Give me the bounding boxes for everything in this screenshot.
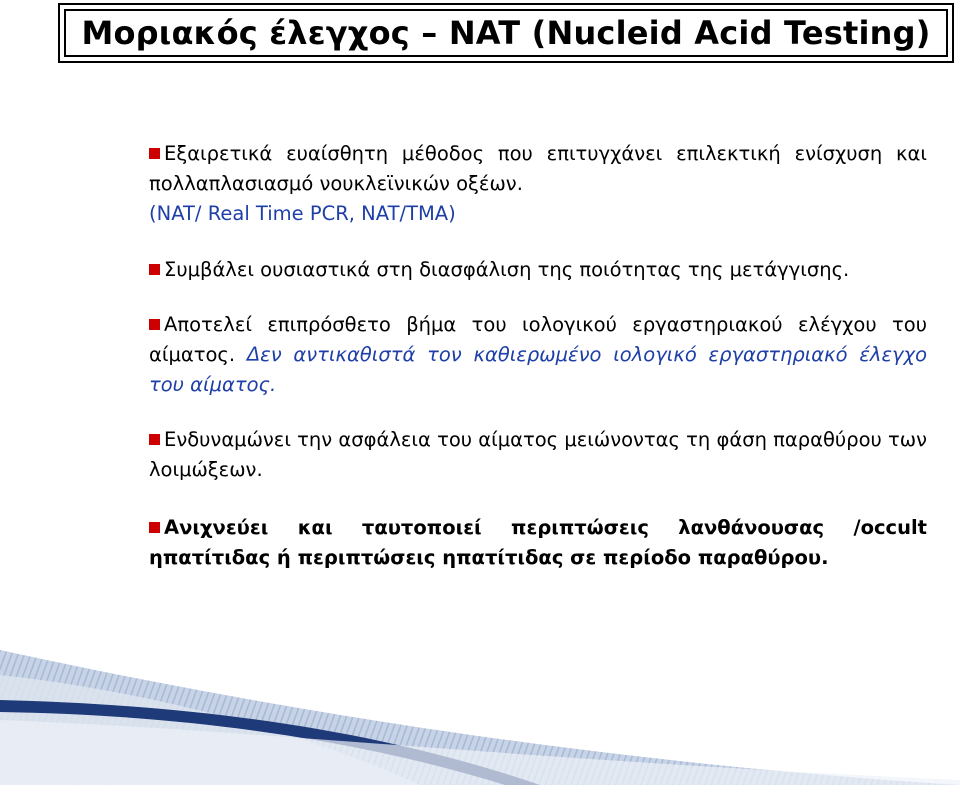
slide-title: Μοριακός έλεγχος – NAT (Nucleid Acid Testing) bbox=[81, 14, 931, 52]
bullet-text: Ενδυναμώνει την ασφάλεια του αίματος μειώνοντας τη φάση παραθύρου των λοιμώξεων. bbox=[149, 428, 927, 481]
bullet-item bbox=[149, 513, 927, 573]
bullet-text: Εξαιρετικά ευαίσθητη μέθοδος που επιτυγχάνει επιλεκτική ενίσχυση και πολλαπλασιασμό νουκλεϊνικών οξέων. bbox=[149, 142, 927, 195]
square-bullet-icon bbox=[149, 148, 160, 159]
bullet-item bbox=[149, 255, 927, 285]
bullet-highlight: Δεν αντικαθιστά τον καθιερωμένο ιολογικό εργαστηριακό έλεγχο του αίματος. bbox=[149, 343, 928, 396]
bullet-list bbox=[149, 139, 927, 573]
title-frame bbox=[58, 3, 954, 63]
square-bullet-icon bbox=[149, 434, 160, 445]
square-bullet-icon bbox=[149, 264, 160, 275]
bullet-item bbox=[149, 310, 927, 400]
bullet-text: Συμβάλει ουσιαστικά στη διασφάλιση της ποιότητας της μετάγγισης. bbox=[164, 258, 850, 281]
square-bullet-icon bbox=[149, 522, 160, 533]
bullet-highlight: (NAT/ Real Time PCR, NAT/TMA) bbox=[149, 202, 456, 225]
bullet-text: Αποτελεί επιπρόσθετο βήμα του ιολογικού εργαστηριακού ελέγχου του αίματος. bbox=[149, 313, 927, 366]
bullet-item bbox=[149, 139, 927, 229]
square-bullet-icon bbox=[149, 319, 160, 330]
bullet-item bbox=[149, 425, 927, 485]
bullet-text: Ανιχνεύει και ταυτοποιεί περιπτώσεις λανθάνουσας /occult ηπατίτιδας ή περιπτώσεις ηπατίτιδας σε περίοδο παραθύρου. bbox=[149, 516, 927, 569]
